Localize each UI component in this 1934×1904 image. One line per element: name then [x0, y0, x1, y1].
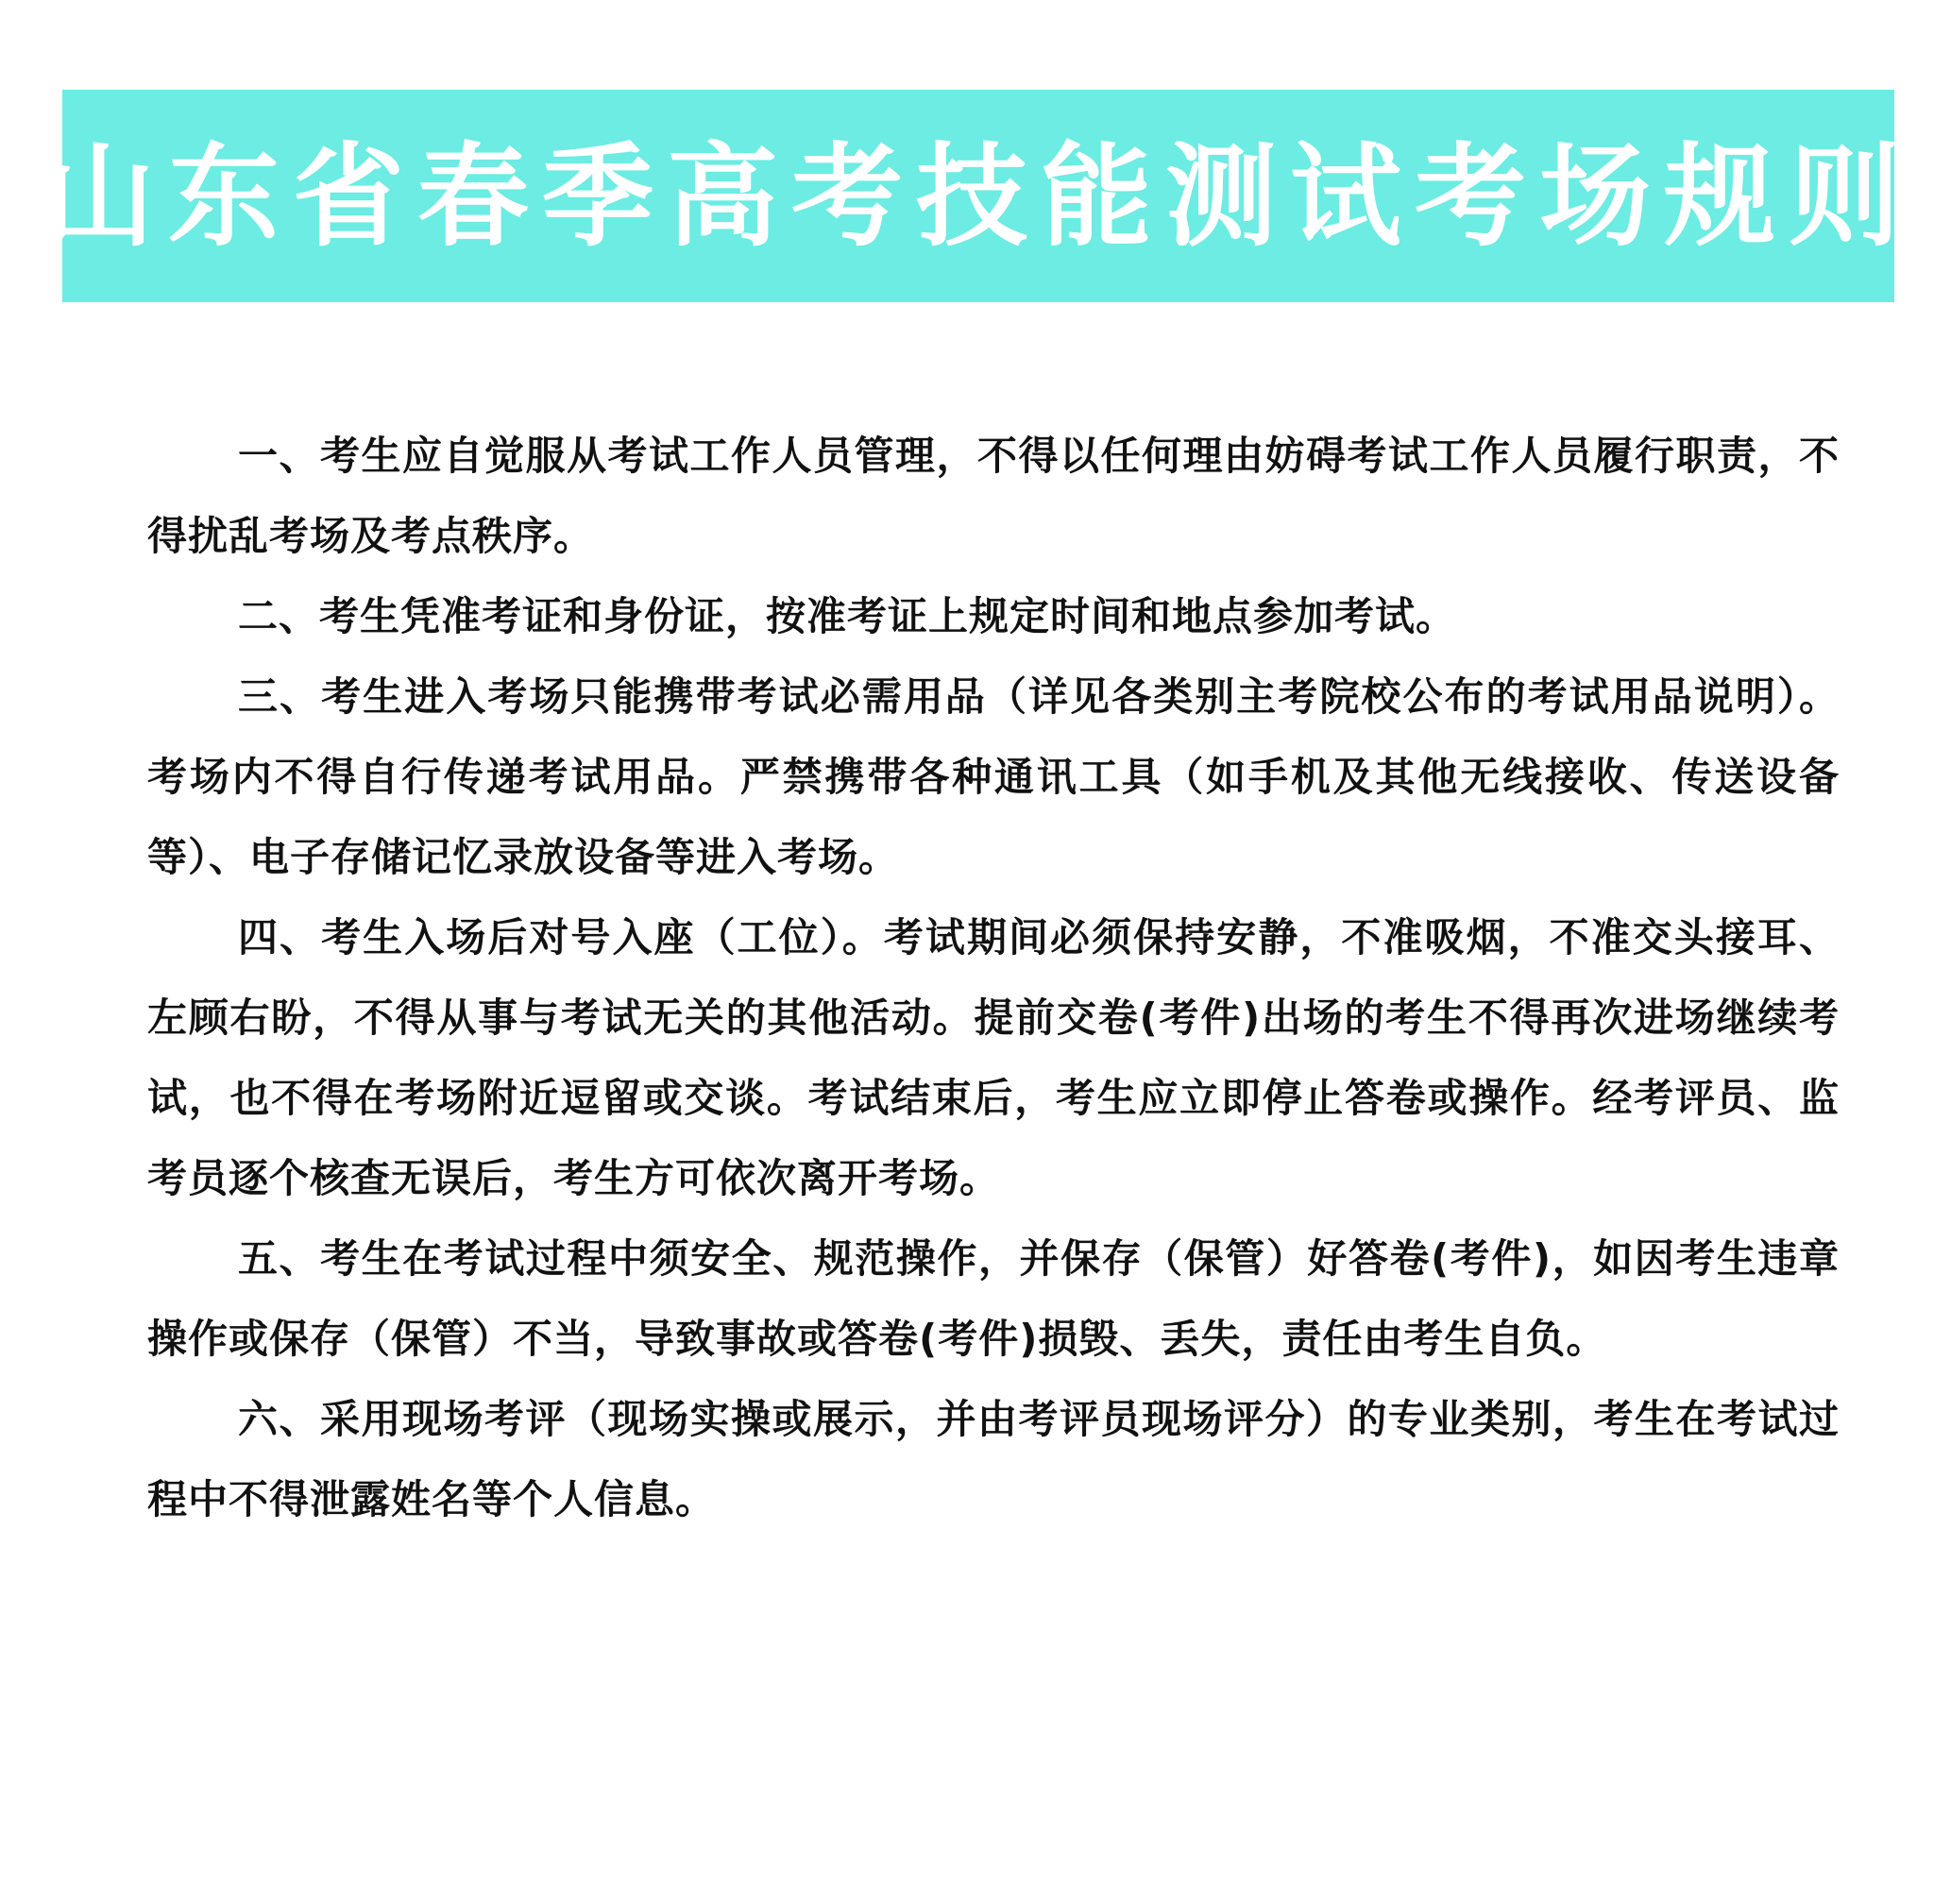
- rule-4: 四、考生入场后对号入座（工位）。考试期间必须保持安静，不准吸烟，不准交头接耳、左顾右盼，不得从事与考试无关的其他活动。提前交卷(考件)出场的考生不得再次进场继续考试，也不得在考场附近逗留或交谈。考试结束后，考生应立即停止答卷或操作。经考评员、监考员逐个核查无误后，考生方可依次离开考场。: [147, 914, 1840, 1201]
- rules-list: [147, 416, 1840, 1539]
- rule-1: 一、考生应自觉服从考试工作人员管理，不得以任何理由妨碍考试工作人员履行职责，不得扰乱考场及考点秩序。: [147, 433, 1840, 559]
- rule-5: 五、考生在考试过程中须安全、规范操作，并保存（保管）好答卷(考件)，如因考生违章操作或保存（保管）不当，导致事故或答卷(考件)损毁、丢失，责任由考生自负。: [147, 1235, 1840, 1362]
- rule-2: 二、考生凭准考证和身份证，按准考证上规定时间和地点参加考试。: [238, 593, 1457, 639]
- rule-3: 三、考生进入考场只能携带考试必需用品（详见各类别主考院校公布的考试用品说明）。考场内不得自行传递考试用品。严禁携带各种通讯工具（如手机及其他无线接收、传送设备等）、电子存储记忆录放设备等进入考场。: [147, 673, 1840, 880]
- rule-6: 六、采用现场考评（现场实操或展示，并由考评员现场评分）的专业类别，考生在考试过程中不得泄露姓名等个人信息。: [147, 1396, 1840, 1522]
- title-banner: [43, 90, 1914, 302]
- page-title: 山东省春季高考技能测试考场规则: [43, 130, 1914, 262]
